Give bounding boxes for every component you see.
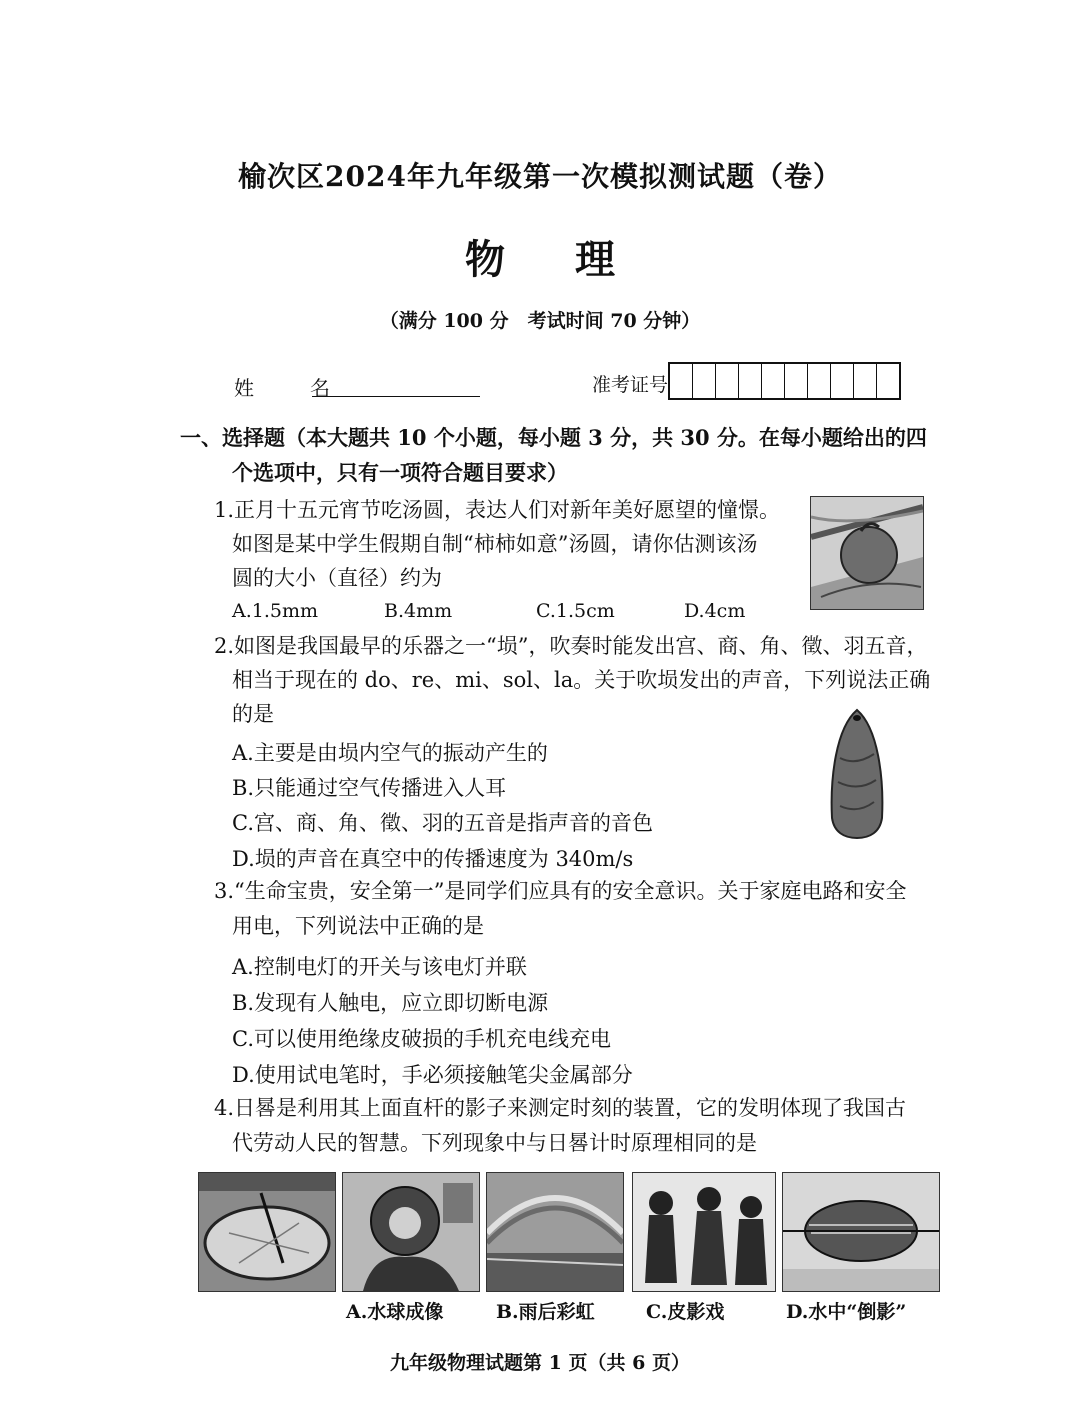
section-heading-line2: 个选项中，只有一项符合题目要求） bbox=[232, 460, 568, 485]
subject-char-2: 理 bbox=[575, 236, 615, 283]
score-info: （满分 100 分 考试时间 70 分钟） bbox=[379, 310, 701, 332]
tangyuan-photo bbox=[810, 496, 924, 610]
q4-line1: 4.日晷是利用其上面直杆的影子来测定时刻的装置，它的发明体现了我国古 bbox=[214, 1096, 907, 1120]
subject-char-1: 物 bbox=[465, 236, 505, 283]
q3-option-d: D.使用试电笔时，手必须接触笔尖金属部分 bbox=[232, 1063, 633, 1087]
exam-id-label: 准考证号 bbox=[592, 374, 669, 396]
exam-id-box[interactable] bbox=[670, 364, 693, 398]
exam-id-box[interactable] bbox=[762, 364, 785, 398]
q2-line3: 的是 bbox=[232, 702, 274, 726]
q3-line1: 3.“生命宝贵，安全第一”是同学们应具有的安全意识。关于家庭电路和安全 bbox=[214, 879, 907, 903]
exam-title: 榆次区2024年九年级第一次模拟测试题（卷） bbox=[238, 160, 842, 193]
water-reflection-photo bbox=[782, 1172, 940, 1292]
q3-option-a: A.控制电灯的开关与该电灯并联 bbox=[232, 955, 527, 979]
name-field-line[interactable] bbox=[312, 396, 480, 397]
exam-id-box[interactable] bbox=[854, 364, 877, 398]
q2-option-d: D.埙的声音在真空中的传播速度为 340m/s bbox=[232, 847, 634, 871]
q1-line3: 圆的大小（直径）约为 bbox=[232, 566, 442, 590]
q1-line2: 如图是某中学生假期自制“柿柿如意”汤圆，请你估测该汤 bbox=[232, 532, 758, 556]
q1-line1: 1.正月十五元宵节吃汤圆，表达人们对新年美好愿望的憧憬。 bbox=[214, 498, 781, 522]
exam-id-box[interactable] bbox=[739, 364, 762, 398]
exam-id-box[interactable] bbox=[877, 364, 899, 398]
subject-title bbox=[0, 228, 1080, 285]
q2-line2: 相当于现在的 do、re、mi、sol、la。关于吹埙发出的声音，下列说法正确 bbox=[232, 668, 931, 692]
q2-option-b: B.只能通过空气传播进入人耳 bbox=[232, 776, 507, 800]
rainbow-photo bbox=[486, 1172, 624, 1292]
page-footer: 九年级物理试题第 1 页（共 6 页） bbox=[390, 1352, 690, 1374]
exam-id-box[interactable] bbox=[808, 364, 831, 398]
q4-caption-b: B.雨后彩虹 bbox=[496, 1301, 595, 1323]
q4-caption-a: A.水球成像 bbox=[346, 1301, 444, 1323]
q3-option-b: B.发现有人触电，应立即切断电源 bbox=[232, 991, 549, 1015]
q2-line1: 2.如图是我国最早的乐器之一“埙”，吹奏时能发出宫、商、角、徵、羽五音， bbox=[214, 634, 928, 658]
q3-line2: 用电，下列说法中正确的是 bbox=[232, 914, 484, 938]
q1-option-a: A.1.5mm bbox=[232, 600, 319, 622]
exam-id-box[interactable] bbox=[831, 364, 854, 398]
exam-id-box[interactable] bbox=[716, 364, 739, 398]
q1-option-b: B.4mm bbox=[384, 600, 453, 622]
section-heading-line1: 一、选择题（本大题共 10 个小题，每小题 3 分，共 30 分。在每小题给出的四 bbox=[180, 425, 927, 450]
q3-option-c: C.可以使用绝缘皮破损的手机充电线充电 bbox=[232, 1027, 611, 1051]
xun-instrument-photo bbox=[826, 708, 888, 840]
q4-line2: 代劳动人民的智慧。下列现象中与日晷计时原理相同的是 bbox=[232, 1131, 757, 1155]
sundial-photo bbox=[198, 1172, 336, 1292]
q1-option-c: C.1.5cm bbox=[536, 600, 615, 622]
shadow-play-photo bbox=[632, 1172, 776, 1292]
exam-id-boxes[interactable] bbox=[668, 362, 901, 400]
q4-caption-d: D.水中“倒影” bbox=[786, 1301, 907, 1323]
q2-option-c: C.宫、商、角、徵、羽的五音是指声音的音色 bbox=[232, 811, 653, 835]
name-label: 姓 名 bbox=[234, 376, 348, 400]
exam-id-box[interactable] bbox=[693, 364, 716, 398]
water-ball-imaging-photo bbox=[342, 1172, 480, 1292]
q2-option-a: A.主要是由埙内空气的振动产生的 bbox=[232, 741, 548, 765]
q4-caption-c: C.皮影戏 bbox=[646, 1301, 725, 1323]
exam-id-box[interactable] bbox=[785, 364, 808, 398]
q1-option-d: D.4cm bbox=[684, 600, 746, 622]
